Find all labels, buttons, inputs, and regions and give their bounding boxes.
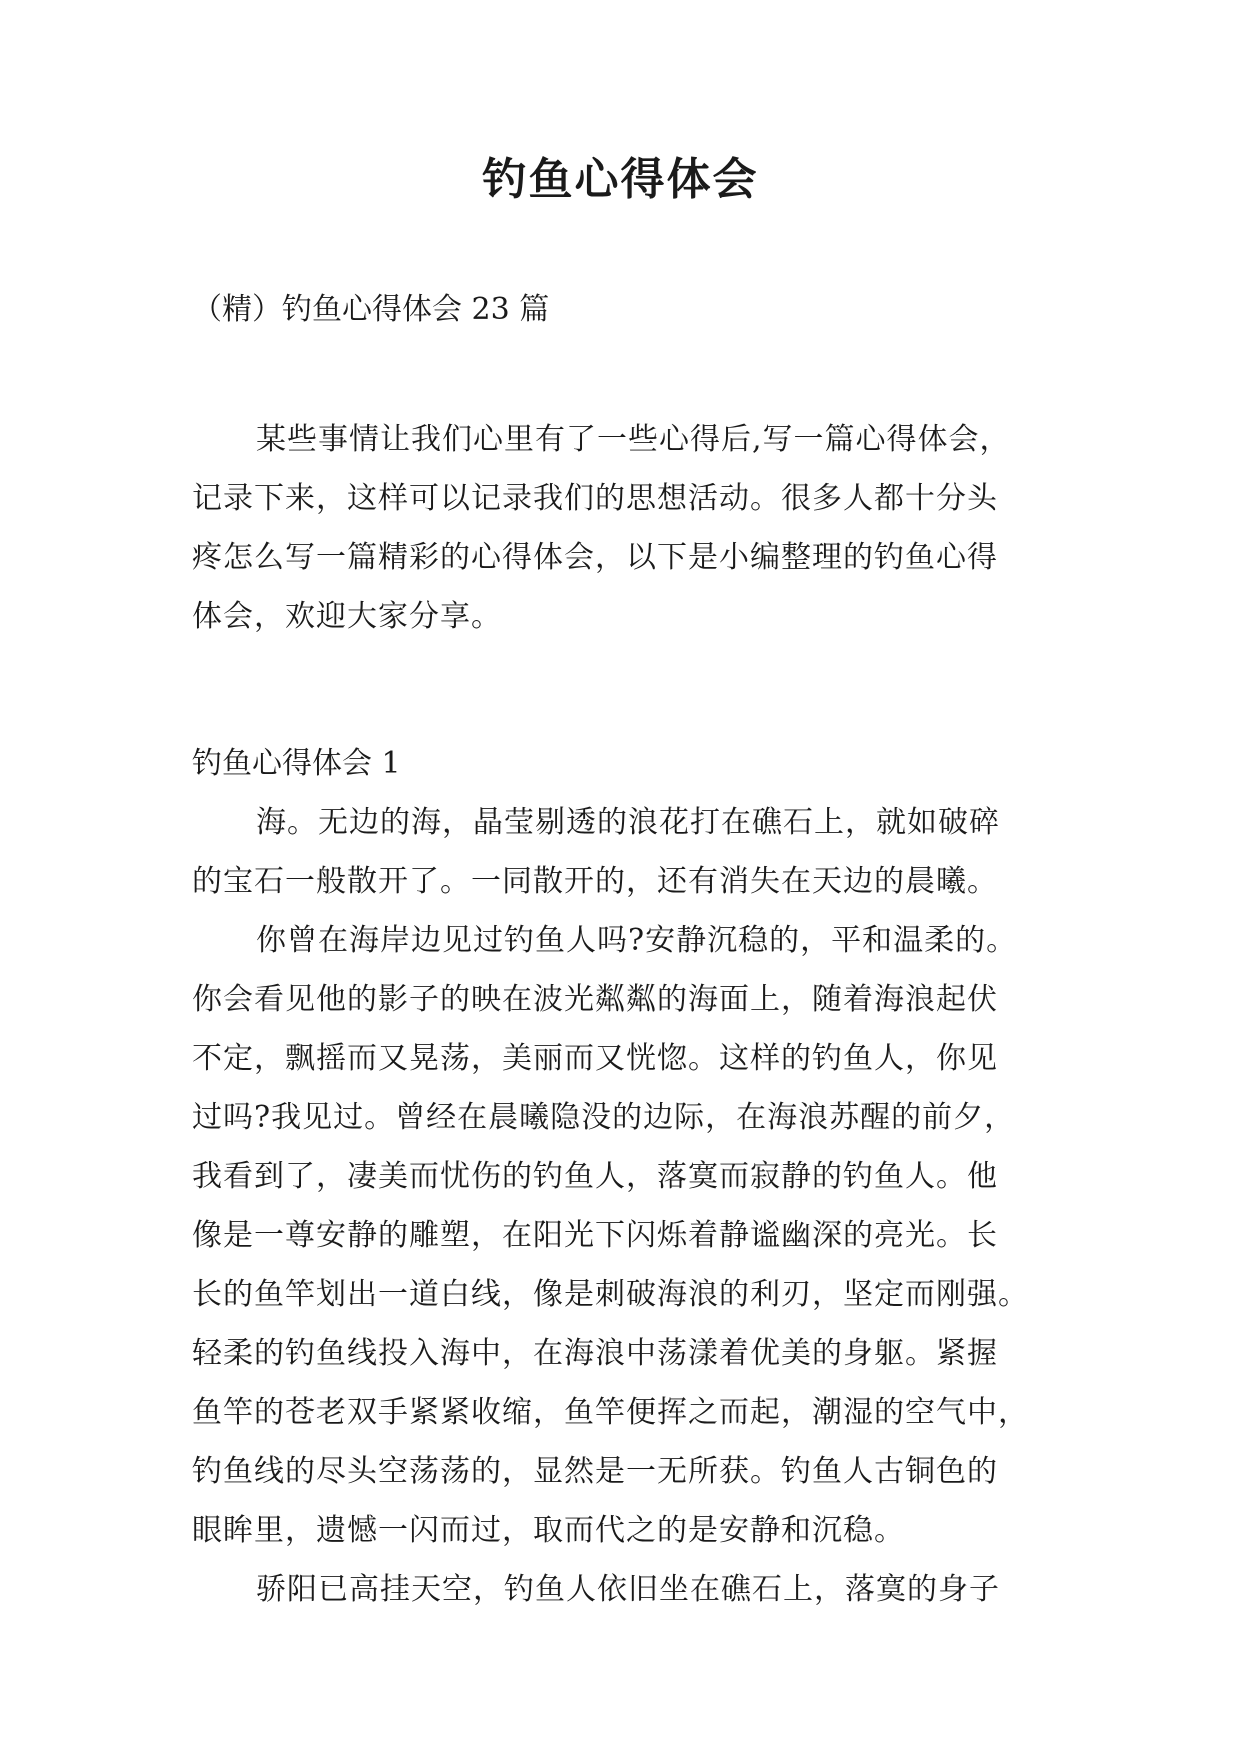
document-subtitle: （精）钓鱼心得体会 23 篇 <box>192 292 550 327</box>
section-heading: 钓鱼心得体会 1 <box>192 746 401 781</box>
text-line: 记录下来，这样可以记录我们的思想活动。很多人都十分头 <box>192 481 998 516</box>
text-line: 长的鱼竿划出一道白线，像是刺破海浪的利刃，坚定而刚强。 <box>192 1277 1029 1312</box>
document-body <box>192 410 1062 1619</box>
text-line: 的宝石一般散开了。一同散开的，还有消失在天边的晨曦。 <box>192 864 998 899</box>
intro-paragraph <box>192 410 1062 646</box>
text-line: 你会看见他的影子的映在波光粼粼的海面上，随着海浪起伏 <box>192 982 998 1017</box>
text-line: 像是一尊安静的雕塑，在阳光下闪烁着静谧幽深的亮光。长 <box>192 1218 998 1253</box>
text-line: 轻柔的钓鱼线投入海中，在海浪中荡漾着优美的身躯。紧握 <box>192 1336 998 1371</box>
paragraph-3 <box>192 1560 1062 1619</box>
text-line: 不定，飘摇而又晃荡，美丽而又恍惚。这样的钓鱼人，你见 <box>192 1041 998 1076</box>
text-line: 你曾在海岸边见过钓鱼人吗?安静沉稳的，平和温柔的。 <box>256 923 1018 958</box>
document-title: 钓鱼心得体会 <box>482 154 759 205</box>
text-line: 眼眸里，遗憾一闪而过，取而代之的是安静和沉稳。 <box>192 1513 905 1548</box>
text-line: 海。无边的海，晶莹剔透的浪花打在礁石上，就如破碎 <box>256 805 1000 840</box>
paragraph-gap <box>192 646 1062 734</box>
text-line: 某些事情让我们心里有了一些心得后,写一篇心得体会， <box>256 422 1011 457</box>
text-line: 过吗?我见过。曾经在晨曦隐没的边际，在海浪苏醒的前夕， <box>192 1100 1016 1135</box>
text-line: 钓鱼线的尽头空荡荡的，显然是一无所获。钓鱼人古铜色的 <box>192 1454 998 1489</box>
text-line: 疼怎么写一篇精彩的心得体会，以下是小编整理的钓鱼心得 <box>192 540 998 575</box>
paragraph-1 <box>192 793 1062 911</box>
text-line: 我看到了，凄美而忧伤的钓鱼人，落寞而寂静的钓鱼人。他 <box>192 1159 998 1194</box>
text-line: 骄阳已高挂天空，钓鱼人依旧坐在礁石上，落寞的身子 <box>256 1572 1000 1607</box>
text-line: 体会，欢迎大家分享。 <box>192 599 502 634</box>
text-line: 鱼竿的苍老双手紧紧收缩，鱼竿便挥之而起，潮湿的空气中， <box>192 1395 1029 1430</box>
paragraph-2 <box>192 911 1062 1560</box>
